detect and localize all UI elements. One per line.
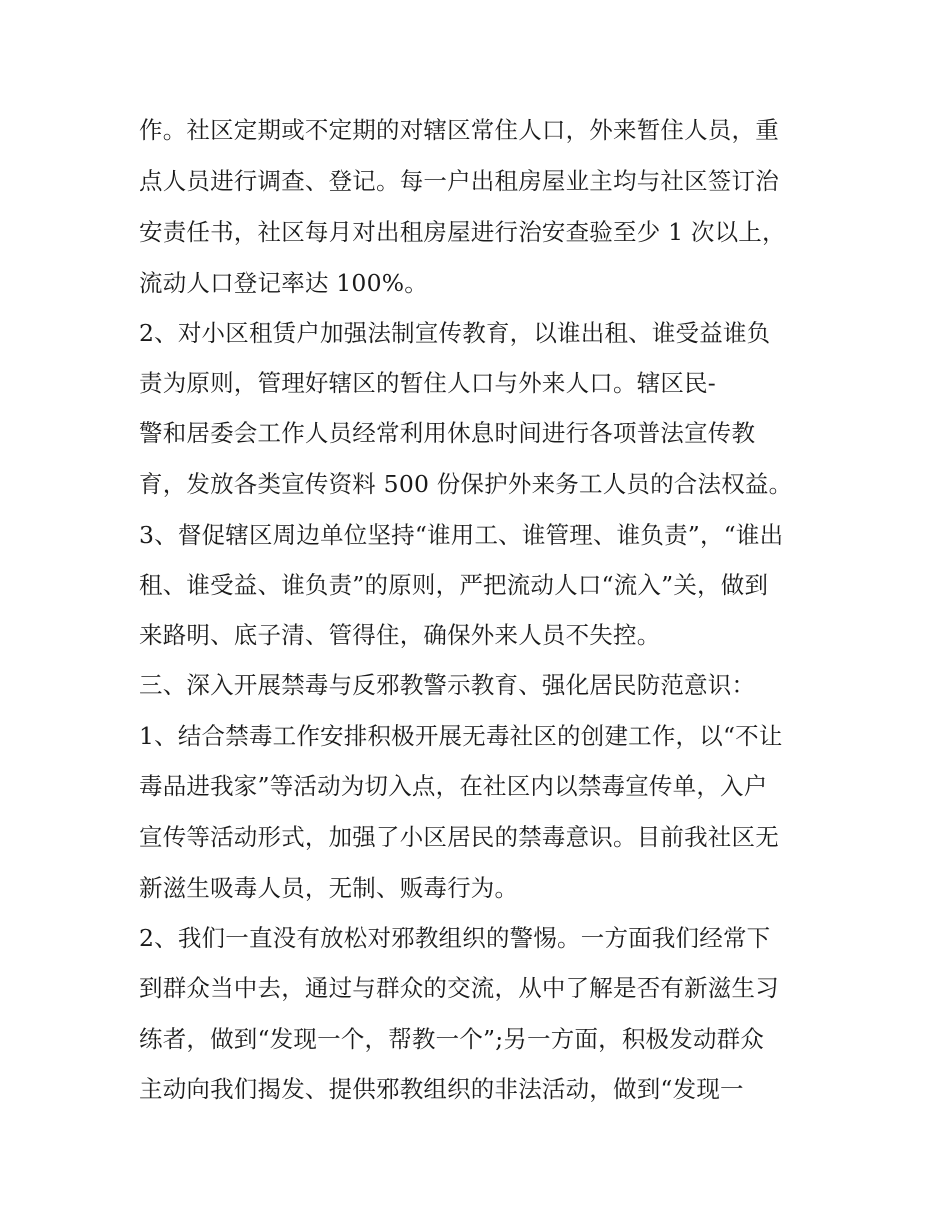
text-line: 育，发放各类宣传资料 500 份保护外来务工人员的合法权益。 bbox=[139, 470, 793, 498]
text-line: 2、对小区租赁户加强法制宣传教育，以谁出租、谁受益谁负 bbox=[139, 319, 771, 347]
text-line: 1、结合禁毒工作安排积极开展无毒社区的创建工作，以“不让 bbox=[139, 722, 783, 750]
text-line: 来路明、底子清、管得住，确保外来人员不失控。 bbox=[139, 621, 661, 649]
text-line: 2、我们一直没有放松对邪教组织的警惕。一方面我们经常下 bbox=[139, 924, 771, 952]
text-line: 点人员进行调查、登记。每一户出租房屋业主均与社区签订治 bbox=[139, 167, 779, 195]
text-line: 安责任书，社区每月对出租房屋进行治安查验至少 1 次以上， bbox=[139, 218, 786, 246]
text-line: 宣传等活动形式，加强了小区居民的禁毒意识。目前我社区无 bbox=[139, 823, 779, 851]
text-line: 警和居委会工作人员经常利用休息时间进行各项普法宣传教 bbox=[139, 419, 756, 447]
text-line: 新滋生吸毒人员，无制、贩毒行为。 bbox=[139, 874, 519, 902]
text-line: 主动向我们揭发、提供邪教组织的非法活动，做到“发现一 bbox=[139, 1075, 744, 1103]
text-line: 练者，做到“发现一个，帮教一个”;另一方面，积极发动群众 bbox=[139, 1025, 765, 1053]
text-line: 3、督促辖区周边单位坚持“谁用工、谁管理、谁负责”，“谁出 bbox=[139, 521, 784, 549]
text-line: 作。社区定期或不定期的对辖区常住人口，外来暂住人员，重 bbox=[139, 116, 779, 144]
text-line: 到群众当中去，通过与群众的交流，从中了解是否有新滋生习 bbox=[139, 974, 779, 1002]
text-line: 三、深入开展禁毒与反邪教警示教育、强化居民防范意识： bbox=[139, 671, 756, 699]
text-line: 责为原则，管理好辖区的暂住人口与外来人口。辖区民- bbox=[139, 369, 716, 397]
text-line: 毒品进我家”等活动为切入点，在社区内以禁毒宣传单，入户 bbox=[139, 772, 768, 800]
text-line: 流动人口登记率达 100%。 bbox=[139, 269, 428, 297]
text-line: 租、谁受益、谁负责”的原则，严把流动人口“流入”关，做到 bbox=[139, 571, 769, 599]
